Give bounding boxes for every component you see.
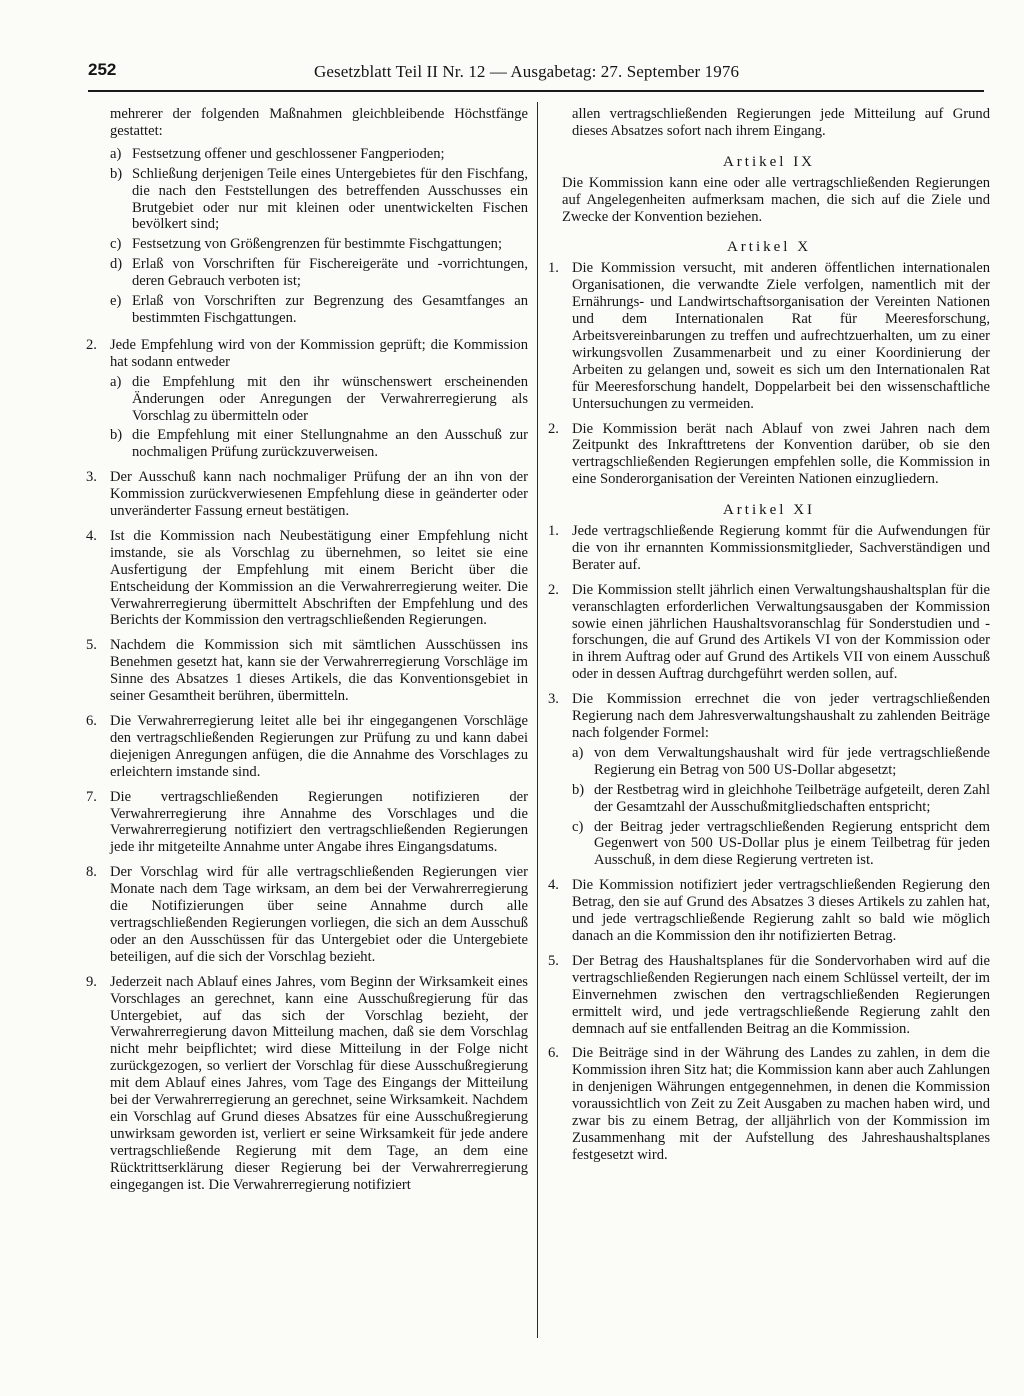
paragraph-text: Die Kommission notifiziert jeder vertragschließenden Regierung den Betrag, den sie auf Grund des Absatzes 3 dieses Artikels zu zahlen hat, und jede vertragschließende Regierung zahlt so bald wie möglich danach an die Kommission den ihr notifizierten Betrag. xyxy=(572,877,990,944)
item-label: c) xyxy=(572,818,584,835)
paragraph-text: Nachdem die Kommission sich mit sämtlichen Ausschüssen ins Benehmen gesetzt hat, kann sie der Verwahrerregierung Vorschläge im Sinne des Absatzes 1 dieses Artikels, die das Konventionsgebiet in seiner Gesamtheit berühren, übermitteln. xyxy=(110,637,528,705)
item-label: b) xyxy=(572,781,585,798)
item-text: die Empfehlung mit den ihr wünschenswert erscheinenden Änderungen oder Anregungen der Verwahrerregierung als Vorschlag zu übermitteln oder xyxy=(132,373,528,424)
list-item xyxy=(110,146,528,163)
list-item xyxy=(110,166,528,234)
item-label: a) xyxy=(110,373,122,390)
list-item xyxy=(110,293,528,327)
paragraph-number: 4. xyxy=(548,877,559,894)
item-label: d) xyxy=(110,256,123,273)
numbered-paragraph xyxy=(86,864,528,965)
numbered-paragraph xyxy=(86,528,528,629)
paragraph-text: Der Ausschuß kann nach nochmaliger Prüfung der an ihn von der Kommission zurückverwiesenen Empfehlung diese in geänderter oder unveränderter Fassung erneut bestätigen. xyxy=(110,469,528,520)
column-divider xyxy=(537,102,538,1338)
item-text: die Empfehlung mit einer Stellungnahme an den Ausschuß zur nochmaligen Prüfung zurückzuverweisen. xyxy=(132,427,528,461)
article-text: Die Kommission kann eine oder alle vertragschließenden Regierungen auf Angelegenheiten aufmerksam machen, die sich auf die Ziele und Zwecke der Konvention beziehen. xyxy=(562,174,990,225)
continued-paragraph: mehrerer der folgenden Maßnahmen gleichbleibende Höchstfänge gestattet: xyxy=(110,106,528,139)
continued-paragraph: allen vertragschließenden Regierungen jede Mitteilung auf Grund dieses Absatzes sofort nach ihrem Eingang. xyxy=(572,106,990,139)
numbered-paragraph xyxy=(86,337,528,371)
paragraph-number: 6. xyxy=(548,1045,559,1062)
paragraph-number: 7. xyxy=(86,788,97,805)
numbered-paragraph xyxy=(548,691,990,742)
paragraph-text: Die Verwahrerregierung leitet alle bei ihr eingegangenen Vorschläge den vertragschließenden Regierungen zur Prüfung zu und kann dabei diejenigen Anregungen anfügen, die die Annahme des Vorschlages zu erleichtern imstande sind. xyxy=(110,713,528,780)
paragraph-text: Die vertragschließenden Regierungen notifizieren der Verwahrerregierung ihre Annahme des Vorschlages und die Verwahrerregierung notifiziert den vertragschließenden Regierungen jede ihr mitgeteilte Annahme unter Angabe ihres Eingangsdatums. xyxy=(110,788,528,856)
page-number: 252 xyxy=(88,60,117,79)
paragraph-number: 6. xyxy=(86,713,97,729)
formula-list xyxy=(548,745,990,869)
article-heading: Artikel XI xyxy=(722,502,816,519)
numbered-paragraph xyxy=(548,953,990,1038)
list-item xyxy=(110,236,528,253)
article-heading: Artikel IX xyxy=(722,153,816,170)
numbered-paragraph xyxy=(548,582,990,683)
item-label: b) xyxy=(110,165,123,182)
article-paragraphs xyxy=(548,523,990,1164)
paragraph-number: 2. xyxy=(86,336,97,353)
numbered-paragraph xyxy=(86,789,528,857)
paragraph-number: 9. xyxy=(86,973,97,990)
numbered-paragraph xyxy=(86,637,528,705)
paragraph-text: Jede Empfehlung wird von der Kommission geprüft; die Kommission hat sodann entweder xyxy=(110,336,528,370)
article-heading: Artikel X xyxy=(726,239,812,256)
paragraph-number: 2. xyxy=(548,581,559,598)
list-item xyxy=(110,427,528,461)
numbered-paragraph xyxy=(548,260,990,412)
measures-list xyxy=(86,146,528,327)
article-paragraphs xyxy=(548,260,990,488)
paragraph-number: 8. xyxy=(86,864,97,881)
paragraph-number: 5. xyxy=(86,637,97,654)
paragraph-text: Die Kommission errechnet die von jeder vertragschließenden Regierung nach dem Jahresverwaltungshaushalt zu zahlenden Beiträge nach folgender Formel: xyxy=(572,691,990,741)
numbered-paragraph xyxy=(86,469,528,520)
item-text: Festsetzung von Größengrenzen für bestimmte Fischgattungen; xyxy=(132,236,503,253)
item-label: c) xyxy=(110,236,122,253)
paragraph-text: Ist die Kommission nach Neubestätigung einer Empfehlung nicht imstande, sie als Vorschlag zu übernehmen, so leitet sie eine Ausfertigung der Empfehlung mit einem Bericht über die Entscheidung der Kommission an die Verwahrerregierung weiter. Die Verwahrerregierung übermittelt Abschriften der Empfehlung und des Berichts der Kommission den vertragschließenden Regierungen. xyxy=(110,527,528,629)
list-item xyxy=(572,819,990,870)
numbered-paragraph xyxy=(548,877,990,945)
numbered-paragraph xyxy=(548,421,990,489)
paragraph-number: 5. xyxy=(548,952,559,969)
paragraph-text: Der Vorschlag wird für alle vertragschließenden Regierungen vier Monate nach dem Tage wirksam, an dem bei der Verwahrerregierung die Notifizierungen über seine Annahme durch alle vertragschließenden Regierungen vorliegen, die sich an dem Ausschuß oder an den Ausschüssen für das Untergebiet oder die Untergebiete beteiligen, auf die sich der Vorschlag bezieht. xyxy=(110,864,528,965)
item-text: der Beitrag jeder vertragschließenden Regierung entspricht dem Gegenwert von 500 US-Dollar plus je einem Teilbetrag für jeden Ausschuß, in dem diese Regierung vertreten ist. xyxy=(594,818,990,869)
numbered-paragraph xyxy=(86,713,528,781)
paragraph-text: Die Kommission versucht, mit anderen öffentlichen internationalen Organisationen, die verwandte Ziele verfolgen, namentlich mit der Ernährungs- und Landwirtschaftsorganisation der Vereinten Nationen und dem Internationalen Rat für Meeresforschung, Arbeitsvereinbarungen zu treffen und aufrechtzuerhalten, um zu einer wirkungsvollen Zusammenarbeit und zu einer Koordinierung der Arbeiten zu gelangen und, soweit es sich um den Internationalen Rat für Meeresforschung handelt, Doppelarbeit bei den wissenschaftliche Untersuchungen zu vermeiden. xyxy=(572,260,990,412)
paragraph-text: Die Kommission berät nach Ablauf von zwei Jahren nach dem Zeitpunkt des Inkrafttretens der Konvention darüber, ob sie den vertragschließenden Regierungen empfehlen solle, die Kommission in eine Sonderorganisation der Vereinten Nationen einzugliedern. xyxy=(572,420,990,488)
item-text: Erlaß von Vorschriften für Fischereigeräte und -vorrichtungen, deren Gebrauch verboten ist; xyxy=(132,256,528,290)
paragraph-number: 4. xyxy=(86,527,97,544)
paragraph-text: Die Beiträge sind in der Währung des Landes zu zahlen, in dem die Kommission ihren Sitz hat; die Kommission kann aber auch Zahlungen in denjenigen Währungen entgegennehmen, in denen die Kommission voraussichtlich von Zeit zu Zeit Ausgaben zu machen haben wird, und zwar bis zu einem Betrag, der alljährlich von der Kommission im Zusammenhang mit der Aufstellung des Jahreshaushaltsplanes festgesetzt wird. xyxy=(572,1045,990,1163)
numbered-paragraph xyxy=(548,1045,990,1163)
paragraph-text: Jederzeit nach Ablauf eines Jahres, vom Beginn der Wirksamkeit eines Vorschlages an gerechnet, kann eine Ausschußregierung für das Untergebiet, auf das sich der Vorschlag bezieht, der Verwahrerregierung davon Mitteilung machen, daß sie dem Vorschlag nicht mehr beipflichtet; wird diese Mitteilung in der Folge nicht zurückgezogen, so verliert der Vorschlag für diese Ausschußregierung mit dem Ablauf eines Jahres, vom Tage des Eingangs der Mitteilung bei der Verwahrerregierung an gerechnet, seine Wirksamkeit. Nachdem ein Vorschlag auf Grund dieses Absatzes für eine Ausschußregierung unwirksam geworden ist, verliert er seine Wirksamkeit für jede andere vertragschließende Regierung mit dem Tage, an dem eine Rücktrittserklärung dieser Regierung bei der Verwahrerregierung eingegangen ist. Die Verwahrerregierung notifiziert xyxy=(110,973,528,1193)
numbered-paragraph xyxy=(548,523,990,574)
paragraph-number: 1. xyxy=(548,260,559,277)
paragraph-list xyxy=(86,337,528,1194)
list-item xyxy=(572,782,990,816)
item-text: der Restbetrag wird in gleichhohe Teilbeträge aufgeteilt, deren Zahl der Gesamtzahl der Ausschußmitgliedschaften entspricht; xyxy=(594,781,990,815)
paragraph-number: 3. xyxy=(86,469,97,486)
paragraph-text: Die Kommission stellt jährlich einen Verwaltungshaushaltsplan für die veranschlagten erforderlichen Verwaltungsausgaben der Kommission sowie einen jährlichen Haushaltsvoranschlag für Sonderstudien und -forschungen, die auf Grund des Artikels VI von der Kommission oder in ihrem Auftrag oder auf Grund des Artikels VII von einem Ausschuß oder in dessen Auftrag durchgeführt werden sollen, auf. xyxy=(572,581,990,683)
item-label: b) xyxy=(110,427,123,444)
item-label: e) xyxy=(110,293,122,310)
paragraph-number: 3. xyxy=(548,691,559,708)
item-label: a) xyxy=(572,744,584,761)
paragraph-text: Der Betrag des Haushaltsplanes für die Sondervorhaben wird auf die vertragschließenden Regierungen nach einem Schlüssel verteilt, der im Einvernehmen zwischen den vertragschließenden Regierungen ermittelt wird, und jede vertragschließende Regierung zahlt den demnach auf sie entfallenden Beitrag an die Kommission. xyxy=(572,952,990,1037)
item-text: von dem Verwaltungshaushalt wird für jede vertragschließende Regierung ein Betrag von 500 US-Dollar abgesetzt; xyxy=(594,744,990,778)
paragraph-text: Jede vertragschließende Regierung kommt für die Aufwendungen für die von ihr ernannten Kommissionsmitglieder, Sachverständigen und Berater auf. xyxy=(572,523,990,573)
paragraph-number: 1. xyxy=(548,523,559,540)
item-label: a) xyxy=(110,145,122,162)
paragraph-number: 2. xyxy=(548,420,559,437)
option-list xyxy=(86,374,528,462)
item-text: Festsetzung offener und geschlossener Fangperioden; xyxy=(132,145,445,162)
list-item xyxy=(572,745,990,779)
numbered-paragraph xyxy=(86,974,528,1194)
right-column xyxy=(548,106,990,1172)
header-title: Gesetzblatt Teil II Nr. 12 — Ausgabetag: 27. September 1976 xyxy=(314,62,740,81)
page-header xyxy=(88,60,984,92)
left-column xyxy=(86,106,528,1201)
item-text: Erlaß von Vorschriften zur Begrenzung des Gesamtfanges an bestimmten Fischgattungen. xyxy=(132,293,528,326)
list-item xyxy=(110,256,528,290)
list-item xyxy=(110,374,528,425)
item-text: Schließung derjenigen Teile eines Untergebietes für den Fischfang, die nach den Feststellungen des betreffenden Ausschusses ein Brutgebiet oder nur mit kleinen oder unentwickelten Fischen bevölkert sind; xyxy=(132,165,528,233)
